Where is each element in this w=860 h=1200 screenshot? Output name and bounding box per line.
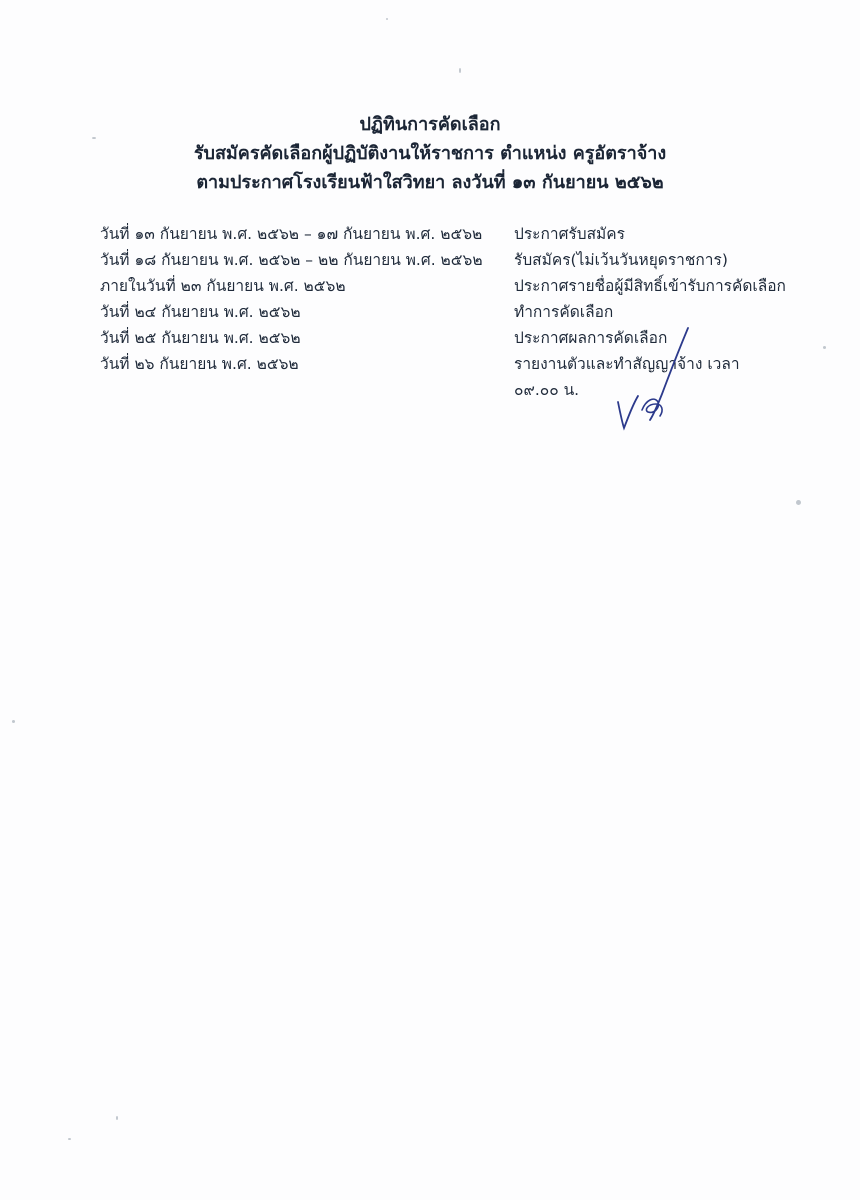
schedule-date: วันที่ ๑๓ กันยายน พ.ศ. ๒๕๖๒ – ๑๗ กันยายน พ.ศ. ๒๕๖๒ xyxy=(100,225,483,243)
schedule-row xyxy=(100,222,780,248)
schedule-activity: ประกาศรับสมัคร xyxy=(514,225,625,243)
scan-speck xyxy=(92,137,96,139)
title-line-2: รับสมัครคัดเลือกผู้ปฏิบัติงานให้ราชการ ตำแหน่ง ครูอัตราจ้าง xyxy=(193,143,667,164)
schedule-activity: ทำการคัดเลือก xyxy=(514,303,614,321)
schedule-date: วันที่ ๒๕ กันยายน พ.ศ. ๒๕๖๒ xyxy=(100,329,301,347)
schedule-row xyxy=(100,274,786,300)
document-title xyxy=(0,110,860,197)
scan-speck xyxy=(386,18,388,20)
schedule-activity: รายงานตัวและทำสัญญาจ้าง เวลา xyxy=(514,355,740,373)
scan-speck xyxy=(823,346,826,349)
scan-speck xyxy=(459,68,461,73)
handwritten-signature-icon xyxy=(612,322,692,432)
title-line-3: ตามประกาศโรงเรียนฟ้าใสวิทยา ลงวันที่ ๑๓ กันยายน ๒๕๖๒ xyxy=(196,172,664,193)
schedule-date: วันที่ ๑๘ กันยายน พ.ศ. ๒๕๖๒ – ๒๒ กันยายน พ.ศ. ๒๕๖๒ xyxy=(100,251,483,269)
scan-speck xyxy=(116,1116,118,1120)
title-line-1: ปฏิทินการคัดเลือก xyxy=(359,114,501,135)
schedule-date: วันที่ ๒๔ กันยายน พ.ศ. ๒๕๖๒ xyxy=(100,303,301,321)
scan-speck xyxy=(68,1138,71,1140)
scan-speck xyxy=(796,500,801,505)
schedule-date: ภายในวันที่ ๒๓ กันยายน พ.ศ. ๒๕๖๒ xyxy=(100,277,346,295)
schedule-date: วันที่ ๒๖ กันยายน พ.ศ. ๒๕๖๒ xyxy=(100,355,299,373)
schedule-activity: ๐๙.๐๐ น. xyxy=(514,381,580,399)
scan-speck xyxy=(12,720,15,723)
schedule-activity: ประกาศผลการคัดเลือก xyxy=(514,329,668,347)
schedule-row xyxy=(100,248,780,274)
schedule-activity: ประกาศรายชื่อผู้มีสิทธิ์เข้ารับการคัดเลือก xyxy=(514,277,786,295)
schedule-activity: รับสมัคร(ไม่เว้นวันหยุดราชการ) xyxy=(514,251,728,269)
